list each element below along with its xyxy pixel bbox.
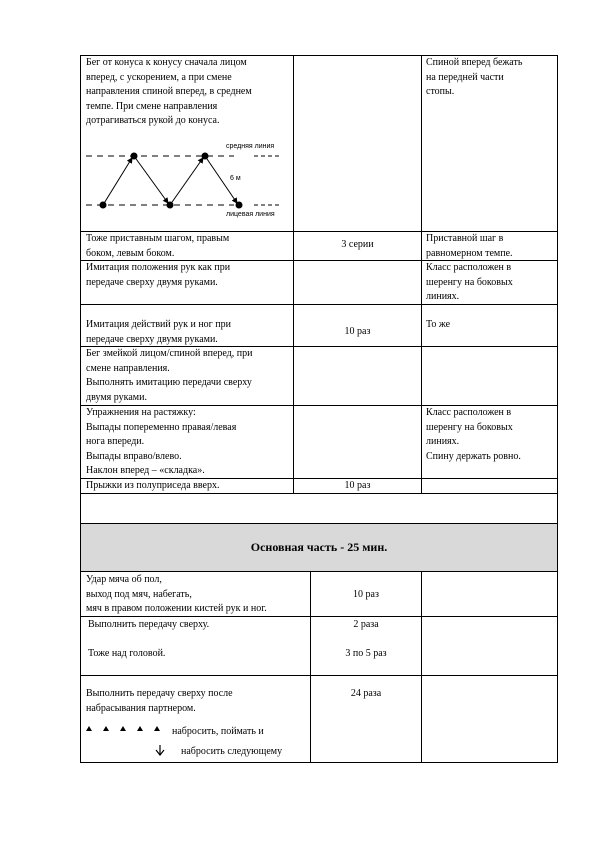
column-divider — [293, 55, 294, 493]
exercise-cell: Тоже над головой. — [88, 648, 166, 659]
dose-cell: 10 раз — [344, 480, 371, 491]
section-heading: Основная часть - 25 мин. — [250, 539, 388, 554]
path-arrow — [170, 158, 203, 205]
column-divider — [421, 571, 422, 762]
exercise-cell: Бег от конуса к конусу сначала лицом вперед, с ускорением, а при смене направления спиной вперед, в среднем темпе. При смене направления дотрагиваться рукой до конуса. — [86, 57, 252, 126]
player-marker — [137, 726, 143, 731]
exercise-cell: Имитация положения рук как при передаче сверху двумя руками. — [86, 262, 231, 288]
table-border-right — [557, 55, 558, 763]
table-border-left — [80, 55, 81, 763]
exercise-detail: набросить следующему — [181, 746, 283, 757]
running-pattern-diagram — [84, 138, 284, 220]
distance-label: 6 м — [230, 175, 241, 182]
dose-cell: 10 раз — [344, 326, 371, 337]
player-formation-diagram — [86, 720, 176, 760]
exercise-detail: набросить, поймать и — [172, 726, 264, 737]
dose-cell: 10 раз — [353, 589, 379, 600]
path-arrow — [103, 158, 132, 205]
exercise-cell: Прыжки из полуприседа вверх. — [86, 480, 220, 491]
player-marker — [86, 726, 92, 731]
exercise-cell: Выполнить передачу сверху. — [88, 619, 210, 630]
table-border-bottom — [80, 762, 558, 763]
dose-cell: 3 серии — [341, 239, 374, 250]
notes-cell: Класс расположен в шеренгу на боковых линиях. — [426, 262, 513, 302]
notes-cell: То же — [426, 319, 451, 330]
notes-cell: Спиной вперед бежать на передней части стопы. — [426, 57, 523, 97]
cone-marker — [202, 153, 209, 160]
player-marker — [120, 726, 126, 731]
cone-marker — [236, 202, 243, 209]
row-divider — [80, 675, 558, 676]
dose-cell: 3 по 5 раз — [345, 648, 387, 659]
exercise-cell: Тоже приставным шагом, правым боком, левым боком. — [86, 233, 230, 259]
path-arrow — [134, 156, 168, 203]
exercise-cell: Удар мяча об пол, выход под мяч, набегать, мяч в правом положении кистей рук и ног. — [86, 574, 267, 614]
exercise-cell: Имитация действий рук и ног при передаче сверху двумя руками. — [86, 319, 231, 345]
notes-cell: Класс расположен в шеренгу на боковых линиях. Спину держать ровно. — [426, 407, 521, 462]
exercise-cell: Бег змейкой лицом/спиной вперед, при смене направления. Выполнять имитацию передачи сверху двумя руками. — [86, 348, 253, 403]
exercise-cell: Упражнения на растяжку: Выпады попеременно правая/левая нога впереди. Выпады вправо/влево. Наклон вперед – «складка». — [86, 407, 237, 476]
dose-cell: 2 раза — [353, 619, 379, 630]
cone-marker — [131, 153, 138, 160]
player-marker — [103, 726, 109, 731]
face-line-label: лицевая линия — [226, 211, 275, 218]
column-divider — [421, 55, 422, 493]
player-marker — [154, 726, 160, 731]
cone-marker — [167, 202, 174, 209]
middle-line-label: средняя линия — [226, 143, 275, 150]
row-divider — [80, 571, 558, 572]
dose-cell: 24 раза — [350, 688, 382, 699]
notes-cell: Приставной шаг в равномерном темпе. — [426, 233, 513, 259]
cone-marker — [100, 202, 107, 209]
exercise-cell: Выполнить передачу сверху после набрасывания партнером. — [86, 688, 233, 714]
